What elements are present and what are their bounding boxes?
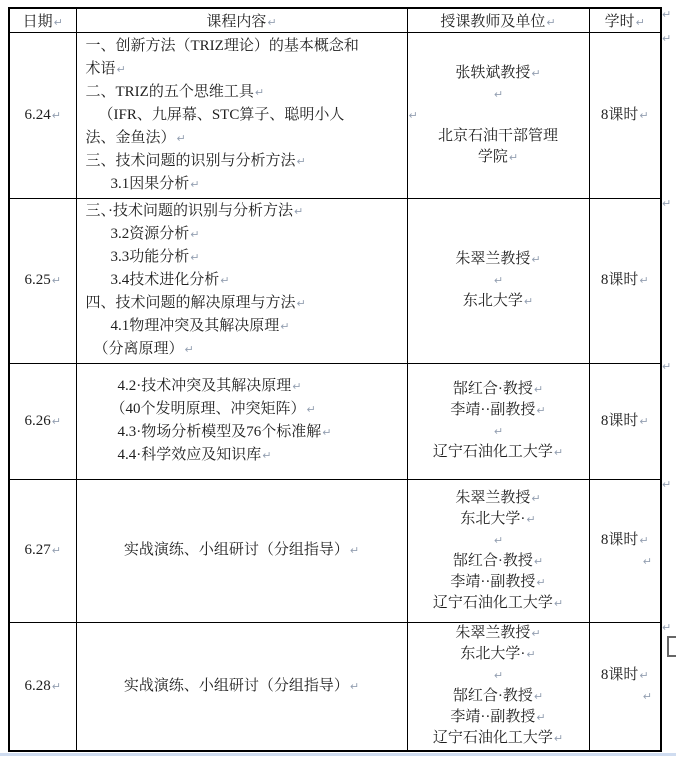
paragraph-mark-icon: ↵ <box>254 85 265 99</box>
content-text: 一、创新方法（TRIZ理论）的基本概念和 <box>85 37 359 54</box>
date-cell[interactable] <box>9 32 76 198</box>
teacher-line <box>408 593 589 614</box>
paragraph-mark-icon: ↵ <box>493 669 504 683</box>
teacher-text: 李靖··副教授 <box>450 573 536 590</box>
hours-text: 8课时 <box>600 412 639 429</box>
date-cell[interactable] <box>9 363 76 479</box>
paragraph-mark-icon: ↵ <box>51 108 61 122</box>
paragraph-mark-icon: ↵ <box>51 414 61 428</box>
content-text: 3.3功能分析 <box>110 249 190 265</box>
paragraph-mark-icon: ↵ <box>639 414 649 428</box>
bottom-accent-line <box>0 753 676 756</box>
table-row <box>9 32 661 198</box>
teacher-line <box>408 530 589 551</box>
content-text: 实战演练、小组研讨（分组指导） <box>123 542 349 558</box>
content-line <box>77 375 407 398</box>
content-line <box>77 421 407 444</box>
paragraph-mark-icon: ↵ <box>116 62 126 76</box>
content-cell[interactable] <box>76 479 407 622</box>
teacher-line <box>408 249 589 270</box>
teacher-line <box>408 488 589 509</box>
paragraph-mark-icon: ↵ <box>639 108 649 122</box>
paragraph-mark-icon: ↵ <box>349 544 360 557</box>
hours-cell[interactable] <box>589 363 661 479</box>
content-text: 4.2·技术冲突及其解决原理 <box>117 378 292 394</box>
content-line <box>77 246 407 269</box>
teacher-text: 东北大学· <box>460 510 526 527</box>
content-text: （IFR、九屏幕、STC算子、聪明小人 <box>98 106 345 123</box>
teacher-line <box>408 84 589 105</box>
paragraph-mark-icon: ↵ <box>639 274 649 287</box>
paragraph-mark-icon: ↵ <box>639 669 649 683</box>
content-line <box>77 223 407 246</box>
content-text: 三、·技术问题的识别与分析方法 <box>85 203 293 219</box>
content-text: 三、技术问题的识别与分析方法 <box>85 152 296 169</box>
header-date-label: 日期 <box>22 13 53 30</box>
content-line <box>77 269 407 292</box>
header-cell-content[interactable] <box>76 8 407 32</box>
date-text: 6.26 <box>24 412 51 429</box>
date-text: 6.27 <box>24 542 51 558</box>
teacher-text: 李靖··副教授 <box>450 402 536 418</box>
paragraph-mark-icon: ↵ <box>536 575 546 589</box>
teacher-line <box>408 623 589 644</box>
teacher-line <box>408 551 589 572</box>
teacher-text: 学院 <box>477 148 508 165</box>
paragraph-mark-icon: ↵ <box>531 491 541 505</box>
hours-text: 8课时 <box>600 272 639 288</box>
hours-cell[interactable] <box>589 479 661 622</box>
content-text: 实战演练、小组研讨（分组指导） <box>123 677 349 694</box>
teacher-line <box>408 572 589 593</box>
teacher-text: 郜红合·教授 <box>452 688 533 705</box>
table-row <box>9 363 661 479</box>
paragraph-mark-icon: ↵ <box>523 295 534 308</box>
row-end-paragraph-mark-icon: ↵ <box>662 197 672 210</box>
teacher-line <box>408 400 589 421</box>
content-line <box>77 292 407 315</box>
header-row <box>9 8 661 32</box>
content-line <box>77 444 407 467</box>
teacher-cell[interactable] <box>407 479 589 622</box>
teacher-cell[interactable] <box>407 198 589 363</box>
content-text: 二、TRIZ的五个思维工具 <box>85 83 254 100</box>
date-cell[interactable] <box>9 198 76 363</box>
content-line <box>77 150 407 173</box>
date-cell[interactable] <box>9 622 76 751</box>
header-hours-label: 学时 <box>604 13 635 30</box>
table-row <box>9 622 661 751</box>
content-text: 4.4·科学效应及知识库 <box>117 447 262 463</box>
course-schedule-table <box>8 7 662 752</box>
paragraph-mark-icon: ↵ <box>176 131 186 145</box>
content-line <box>77 35 407 58</box>
teacher-text: 北京石油干部管理 <box>437 127 558 144</box>
teacher-text: 郜红合·教授 <box>452 381 533 397</box>
paragraph-mark-icon: ↵ <box>533 554 544 568</box>
table-body <box>9 32 661 751</box>
paragraph-mark-icon: ↵ <box>493 425 504 438</box>
paragraph-mark-icon: ↵ <box>553 732 564 746</box>
paragraph-mark-icon: ↵ <box>322 426 332 439</box>
paragraph-mark-icon: ↵ <box>51 274 61 287</box>
content-line <box>77 338 407 361</box>
margin-bracket-icon <box>667 636 676 657</box>
paragraph-mark-icon: ↵ <box>296 154 306 168</box>
paragraph-mark-icon: ↵ <box>531 627 541 641</box>
content-text: （40个发明原理、冲突矩阵） <box>110 401 306 417</box>
teacher-line <box>408 126 589 147</box>
table-row <box>9 198 661 363</box>
date-text: 6.24 <box>24 106 51 123</box>
date-text: 6.28 <box>24 677 51 694</box>
teacher-text: 朱翠兰教授 <box>455 489 531 506</box>
paragraph-mark-icon: ↵ <box>294 205 304 218</box>
paragraph-mark-icon: ↵ <box>531 253 541 266</box>
paragraph-mark-icon: ↵ <box>493 274 504 287</box>
row-end-paragraph-mark-icon: ↵ <box>662 478 672 491</box>
paragraph-mark-icon: ↵ <box>546 15 556 29</box>
teacher-text: 朱翠兰教授 <box>455 251 531 267</box>
paragraph-mark-icon: ↵ <box>51 679 61 693</box>
table-row <box>9 479 661 622</box>
content-cell[interactable] <box>76 198 407 363</box>
teacher-text: 辽宁石油化工大学 <box>432 444 553 460</box>
hours-extra-line <box>590 551 661 572</box>
teacher-line <box>408 665 589 686</box>
row-end-paragraph-mark-icon: ↵ <box>662 8 672 21</box>
hours-text: 8课时 <box>600 106 639 123</box>
teacher-line <box>408 105 589 126</box>
paragraph-mark-icon: ↵ <box>408 108 418 122</box>
teacher-line <box>408 379 589 400</box>
paragraph-mark-icon: ↵ <box>531 66 541 80</box>
content-text: 法、金鱼法） <box>85 129 176 146</box>
content-cell[interactable] <box>76 363 407 479</box>
teacher-text: 东北大学· <box>460 646 526 663</box>
paragraph-mark-icon: ↵ <box>280 320 290 333</box>
hours-cell[interactable] <box>589 32 661 198</box>
hours-cell[interactable] <box>589 622 661 751</box>
teacher-text: 东北大学 <box>462 293 523 309</box>
paragraph-mark-icon: ↵ <box>292 380 302 393</box>
paragraph-mark-icon: ↵ <box>306 403 316 416</box>
content-text: 4.3·物场分析模型及76个标准解 <box>117 424 322 440</box>
content-text: 四、技术问题的解决原理与方法 <box>85 295 296 311</box>
content-text: （分离原理） <box>93 341 184 357</box>
paragraph-mark-icon: ↵ <box>635 15 645 29</box>
paragraph-mark-icon: ↵ <box>184 343 194 356</box>
paragraph-mark-icon: ↵ <box>220 274 230 287</box>
hours-extra-line <box>590 686 661 707</box>
paragraph-mark-icon: ↵ <box>349 679 360 693</box>
teacher-text: 辽宁石油化工大学 <box>432 730 553 747</box>
teacher-text: 朱翠兰教授 <box>455 625 531 642</box>
row-end-paragraph-mark-icon: ↵ <box>662 360 672 373</box>
date-text: 6.25 <box>24 272 51 288</box>
content-cell[interactable] <box>76 622 407 751</box>
row-end-paragraph-mark-icon: ↵ <box>662 621 672 634</box>
teacher-cell[interactable] <box>407 622 589 751</box>
paragraph-mark-icon: ↵ <box>533 383 544 396</box>
date-cell[interactable] <box>9 479 76 622</box>
header-teacher-label: 授课教师及单位 <box>440 13 546 30</box>
content-line <box>77 81 407 104</box>
content-line <box>77 675 407 698</box>
teacher-line <box>408 421 589 442</box>
paragraph-mark-icon: ↵ <box>536 404 546 417</box>
paragraph-mark-icon: ↵ <box>267 15 277 29</box>
paragraph-mark-icon: ↵ <box>493 533 504 547</box>
hours-line <box>590 270 661 291</box>
content-line <box>77 200 407 223</box>
paragraph-mark-icon: ↵ <box>508 150 519 164</box>
content-text: 4.1物理冲突及其解决原理 <box>110 318 280 334</box>
paragraph-mark-icon: ↵ <box>533 690 544 704</box>
teacher-line <box>408 270 589 291</box>
paragraph-mark-icon: ↵ <box>553 596 564 610</box>
hours-text: 8课时 <box>600 667 639 684</box>
paragraph-mark-icon: ↵ <box>51 544 61 557</box>
hours-line <box>590 105 661 126</box>
teacher-line <box>408 442 589 463</box>
teacher-line <box>408 707 589 728</box>
header-cell-date[interactable] <box>9 8 76 32</box>
header-cell-hours[interactable] <box>589 8 661 32</box>
teacher-line <box>408 686 589 707</box>
hours-cell[interactable] <box>589 198 661 363</box>
paragraph-mark-icon: ↵ <box>53 15 63 29</box>
content-cell[interactable] <box>76 32 407 198</box>
content-line <box>77 173 407 196</box>
teacher-line <box>408 728 589 749</box>
teacher-line <box>408 291 589 312</box>
hours-line <box>590 530 661 551</box>
teacher-cell[interactable] <box>407 32 589 198</box>
paragraph-mark-icon: ↵ <box>190 177 200 191</box>
teacher-line <box>408 63 589 84</box>
paragraph-mark-icon: ↵ <box>642 690 652 704</box>
paragraph-mark-icon: ↵ <box>190 228 200 241</box>
teacher-text: 张轶斌教授 <box>455 64 531 81</box>
content-line <box>77 127 407 150</box>
content-line <box>77 315 407 338</box>
paragraph-mark-icon: ↵ <box>536 711 546 725</box>
teacher-line <box>408 509 589 530</box>
header-content-label: 课程内容 <box>206 13 267 30</box>
teacher-cell[interactable] <box>407 363 589 479</box>
header-cell-teacher[interactable] <box>407 8 589 32</box>
paragraph-mark-icon: ↵ <box>553 446 564 459</box>
paragraph-mark-icon: ↵ <box>526 648 536 662</box>
teacher-text: 李靖··副教授 <box>450 709 536 726</box>
content-line <box>77 58 407 81</box>
content-line <box>77 104 407 127</box>
teacher-text: 郜红合·教授 <box>452 552 533 569</box>
paragraph-mark-icon: ↵ <box>296 297 306 310</box>
content-text: 术语 <box>85 60 116 77</box>
hours-text: 8课时 <box>600 531 639 548</box>
hours-line <box>590 411 661 432</box>
teacher-line <box>408 644 589 665</box>
paragraph-mark-icon: ↵ <box>262 449 272 462</box>
content-text: 3.2资源分析 <box>110 226 190 242</box>
paragraph-mark-icon: ↵ <box>642 554 652 568</box>
hours-line <box>590 665 661 686</box>
paragraph-mark-icon: ↵ <box>493 87 504 101</box>
content-text: 3.1因果分析 <box>110 175 190 192</box>
teacher-text: 辽宁石油化工大学 <box>432 594 553 611</box>
paragraph-mark-icon: ↵ <box>190 251 200 264</box>
content-text: 3.4技术进化分析 <box>110 272 220 288</box>
paragraph-mark-icon: ↵ <box>639 533 649 547</box>
content-line <box>77 539 407 562</box>
teacher-line <box>408 147 589 168</box>
content-line <box>77 398 407 421</box>
row-end-paragraph-mark-icon: ↵ <box>662 32 672 45</box>
paragraph-mark-icon: ↵ <box>526 512 536 526</box>
